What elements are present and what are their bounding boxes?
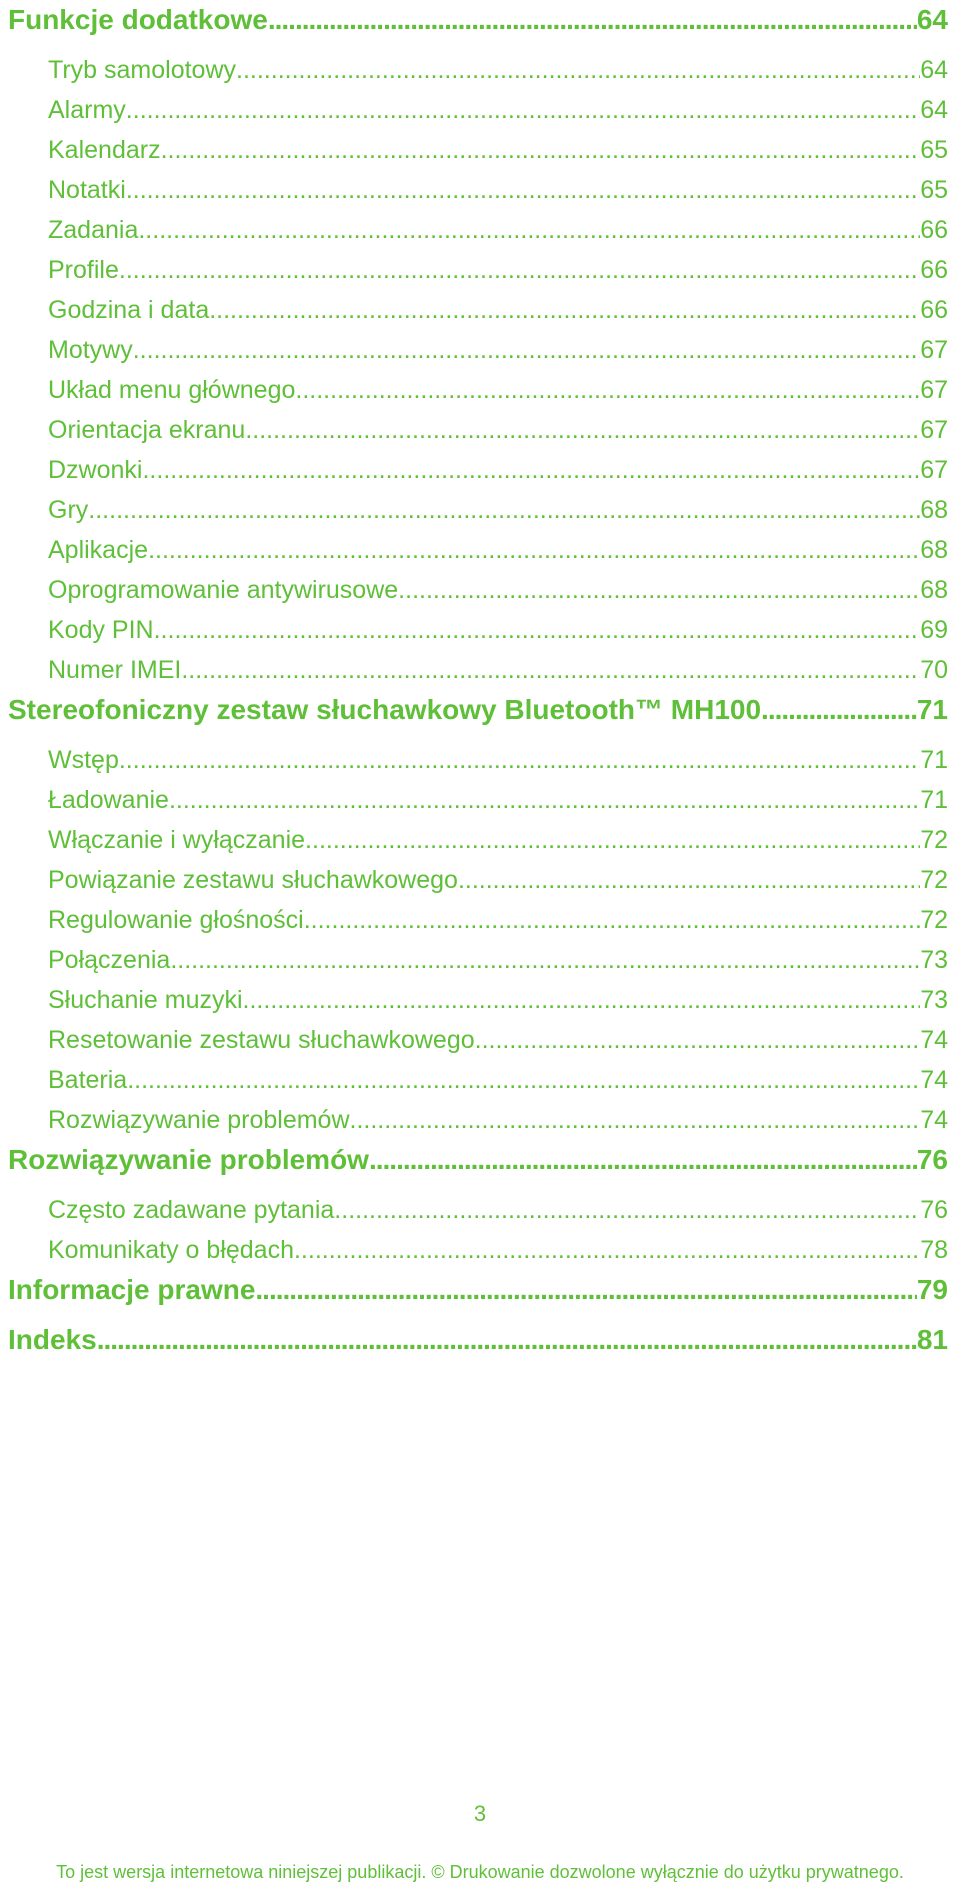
- toc-entry-title: Godzina i data: [48, 296, 210, 324]
- toc-entry-page: 74: [920, 1026, 948, 1054]
- toc-subsection-entry[interactable]: [8, 50, 948, 90]
- toc-dot-leader: [458, 860, 920, 900]
- toc-entry-page: 67: [920, 416, 948, 444]
- toc-dot-leader: [209, 290, 920, 330]
- toc-entry-title: Resetowanie zestawu słuchawkowego: [48, 1026, 475, 1054]
- toc-subsection-entry[interactable]: [8, 170, 948, 210]
- table-of-contents: [8, 0, 948, 1370]
- toc-entry-page: 66: [920, 216, 948, 244]
- toc-section-entry[interactable]: [8, 1270, 948, 1320]
- toc-subsection-entry[interactable]: [8, 740, 948, 780]
- toc-dot-leader: [181, 650, 920, 690]
- footer-notice: To jest wersja internetowa niniejszej publikacji. © Drukowanie dozwolone wyłącznie do użytku prywatnego.: [56, 1862, 904, 1882]
- toc-entry-title: Numer IMEI: [48, 656, 182, 684]
- toc-entry-title: Orientacja ekranu: [48, 416, 246, 444]
- toc-entry-page: 72: [920, 906, 948, 934]
- toc-section-entry[interactable]: [8, 1320, 948, 1370]
- toc-subsection-entry[interactable]: [8, 90, 948, 130]
- toc-dot-leader: [243, 980, 921, 1020]
- toc-entry-page: 71: [920, 746, 948, 774]
- toc-entry-title: Włączanie i wyłączanie: [48, 826, 306, 854]
- toc-subsection-entry[interactable]: [8, 610, 948, 650]
- toc-subsection-entry[interactable]: [8, 650, 948, 690]
- toc-entry-title: Wstęp: [48, 746, 119, 774]
- toc-dot-leader: [161, 130, 921, 170]
- toc-dot-leader: [133, 330, 920, 370]
- page-number: 3: [473, 1801, 487, 1826]
- toc-entry-page: 65: [920, 176, 948, 204]
- toc-entry-title: Połączenia: [48, 946, 171, 974]
- toc-dot-leader: [119, 250, 920, 290]
- toc-subsection-entry[interactable]: [8, 570, 948, 610]
- toc-entry-page: 69: [920, 616, 948, 644]
- toc-subsection-entry[interactable]: [8, 290, 948, 330]
- toc-entry-page: 67: [920, 376, 948, 404]
- toc-subsection-entry[interactable]: [8, 450, 948, 490]
- toc-dot-leader: [170, 940, 920, 980]
- toc-entry-page: 71: [920, 786, 948, 814]
- toc-entry-title: Kalendarz: [48, 136, 161, 164]
- toc-entry-title: Gry: [48, 496, 89, 524]
- toc-entry-title: Regulowanie głośności: [48, 906, 304, 934]
- toc-subsection-entry[interactable]: [8, 1230, 948, 1270]
- toc-dot-leader: [350, 1100, 921, 1140]
- toc-dot-leader: [126, 170, 920, 210]
- toc-entry-page: 74: [920, 1106, 948, 1134]
- toc-entry-title: Układ menu głównego: [48, 376, 296, 404]
- toc-subsection-entry[interactable]: [8, 1190, 948, 1230]
- toc-subsection-entry[interactable]: [8, 1020, 948, 1060]
- toc-entry-page: 67: [920, 456, 948, 484]
- toc-subsection-entry[interactable]: [8, 780, 948, 820]
- toc-dot-leader: [245, 410, 920, 450]
- toc-subsection-entry[interactable]: [8, 1060, 948, 1100]
- toc-subsection-entry[interactable]: [8, 860, 948, 900]
- toc-entry-title: Informacje prawne: [8, 1274, 256, 1305]
- toc-entry-title: Rozwiązywanie problemów: [8, 1144, 369, 1175]
- toc-entry-title: Funkcje dodatkowe: [8, 4, 268, 35]
- toc-entry-title: Słuchanie muzyki: [48, 986, 243, 1014]
- toc-entry-page: 78: [920, 1236, 948, 1264]
- toc-subsection-entry[interactable]: [8, 900, 948, 940]
- toc-dot-leader: [268, 0, 917, 40]
- toc-section-entry[interactable]: [8, 1140, 948, 1190]
- toc-dot-leader: [154, 610, 921, 650]
- toc-dot-leader: [295, 370, 920, 410]
- toc-dot-leader: [138, 210, 920, 250]
- toc-entry-page: 65: [920, 136, 948, 164]
- toc-entry-page: 76: [920, 1196, 948, 1224]
- toc-entry-title: Alarmy: [48, 96, 126, 124]
- toc-entry-page: 74: [920, 1066, 948, 1094]
- toc-entry-title: Notatki: [48, 176, 126, 204]
- toc-entry-page: 81: [916, 1324, 948, 1355]
- toc-entry-title: Kody PIN: [48, 616, 154, 644]
- toc-subsection-entry[interactable]: [8, 490, 948, 530]
- toc-dot-leader: [169, 780, 920, 820]
- toc-entry-title: Profile: [48, 256, 119, 284]
- toc-entry-page: 68: [920, 576, 948, 604]
- toc-entry-page: 64: [916, 4, 948, 35]
- toc-dot-leader: [97, 1320, 917, 1360]
- toc-subsection-entry[interactable]: [8, 940, 948, 980]
- toc-entry-title: Stereofoniczny zestaw słuchawkowy Bluetooth™ MH100: [8, 694, 762, 725]
- toc-dot-leader: [127, 1060, 920, 1100]
- toc-entry-title: Rozwiązywanie problemów: [48, 1106, 350, 1134]
- toc-subsection-entry[interactable]: [8, 530, 948, 570]
- toc-subsection-entry[interactable]: [8, 980, 948, 1020]
- toc-entry-page: 70: [920, 656, 948, 684]
- toc-entry-page: 72: [920, 826, 948, 854]
- toc-entry-title: Bateria: [48, 1066, 128, 1094]
- toc-dot-leader: [304, 900, 920, 940]
- toc-subsection-entry[interactable]: [8, 1100, 948, 1140]
- toc-entry-page: 79: [916, 1274, 948, 1305]
- toc-entry-page: 64: [920, 96, 948, 124]
- toc-dot-leader: [236, 50, 920, 90]
- toc-dot-leader: [119, 740, 920, 780]
- toc-entry-title: Często zadawane pytania: [48, 1196, 335, 1224]
- toc-section-entry[interactable]: [8, 0, 948, 50]
- toc-entry-page: 71: [916, 694, 948, 725]
- toc-dot-leader: [334, 1190, 920, 1230]
- toc-entry-title: Dzwonki: [48, 456, 143, 484]
- toc-entry-page: 64: [920, 56, 948, 84]
- toc-entry-page: 68: [920, 496, 948, 524]
- toc-dot-leader: [255, 1270, 916, 1310]
- toc-entry-page: 73: [920, 986, 948, 1014]
- toc-dot-leader: [294, 1230, 920, 1270]
- toc-entry-page: 73: [920, 946, 948, 974]
- toc-dot-leader: [398, 570, 920, 610]
- toc-dot-leader: [475, 1020, 921, 1060]
- toc-entry-title: Komunikaty o błędach: [48, 1236, 294, 1264]
- toc-entry-page: 66: [920, 256, 948, 284]
- toc-entry-page: 76: [916, 1144, 948, 1175]
- toc-section-entry[interactable]: [8, 690, 948, 740]
- toc-entry-title: Powiązanie zestawu słuchawkowego: [48, 866, 458, 894]
- toc-entry-title: Aplikacje: [48, 536, 149, 564]
- toc-entry-title: Oprogramowanie antywirusowe: [48, 576, 399, 604]
- toc-entry-page: 67: [920, 336, 948, 364]
- toc-subsection-entry[interactable]: [8, 410, 948, 450]
- toc-dot-leader: [126, 90, 920, 130]
- toc-subsection-entry[interactable]: [8, 370, 948, 410]
- toc-entry-title: Motywy: [48, 336, 133, 364]
- toc-entry-page: 68: [920, 536, 948, 564]
- toc-entry-title: Ładowanie: [48, 786, 169, 814]
- toc-subsection-entry[interactable]: [8, 250, 948, 290]
- toc-dot-leader: [148, 530, 920, 570]
- toc-dot-leader: [369, 1140, 917, 1180]
- toc-subsection-entry[interactable]: [8, 130, 948, 170]
- toc-dot-leader: [88, 490, 920, 530]
- toc-entry-title: Indeks: [8, 1324, 97, 1355]
- toc-subsection-entry[interactable]: [8, 330, 948, 370]
- toc-entry-title: Tryb samolotowy: [48, 56, 237, 84]
- toc-subsection-entry[interactable]: [8, 210, 948, 250]
- toc-subsection-entry[interactable]: [8, 820, 948, 860]
- toc-entry-title: Zadania: [48, 216, 139, 244]
- toc-entry-page: 66: [920, 296, 948, 324]
- toc-entry-page: 72: [920, 866, 948, 894]
- toc-dot-leader: [305, 820, 920, 860]
- toc-dot-leader: [142, 450, 920, 490]
- toc-dot-leader: [761, 690, 917, 730]
